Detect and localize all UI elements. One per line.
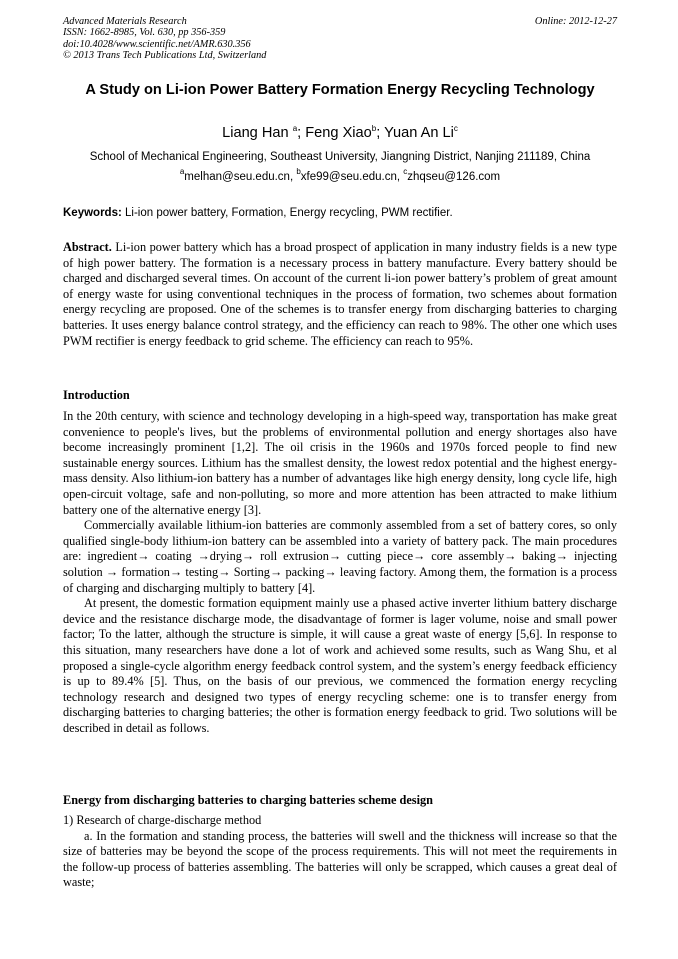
copyright: © 2013 Trans Tech Publications Ltd, Switzerland <box>63 50 267 62</box>
author-sup: c <box>453 124 458 133</box>
abstract-text: Li-ion power battery which has a broad prospect of application in many industry fields is a new type of high power battery. The formation is a necessary process in battery manufacture. Every battery should be charged and discharged several times. On account of the current li-ion power battery’s problem of great amount of energy waste for using conventional techniques in the process of formation, two schemes about formation energy recycling are proposed. One of the schemes is to transfer energy from discharging batteries to charging batteries. It uses energy balance control strategy, and the efficiency can reach to 98%. The other one which uses PWM rectifier is energy feedback to grid scheme. The efficiency can reach to 95%. <box>63 240 617 348</box>
email-address[interactable]: xfe99@seu.edu.cn <box>300 171 397 183</box>
author-name: Feng Xiao <box>305 125 372 141</box>
introduction-body <box>63 409 617 736</box>
issn: ISSN: 1662-8985, Vol. 630, pp 356-359 <box>63 27 226 39</box>
section-heading: Energy from discharging batteries to charging batteries scheme design <box>63 793 433 807</box>
email-address[interactable]: melhan@seu.edu.cn <box>184 171 290 183</box>
affiliation: School of Mechanical Engineering, Southeast University, Jiangning District, Nanjing 211189, China <box>89 151 591 163</box>
journal-header <box>63 16 617 62</box>
keywords <box>63 206 617 220</box>
email-address[interactable]: zhqseu@126.com <box>407 171 501 183</box>
keywords-text: Li-ion power battery, Formation, Energy recycling, PWM rectifier. <box>121 207 453 219</box>
keywords-label: Keywords: <box>63 207 122 219</box>
section-body <box>63 813 617 891</box>
paragraph: At present, the domestic formation equipment mainly use a phased active inverter lithium battery discharge device and the resistance discharge mode, the disadvantage of former is lager volume, noise and small power factor; To the latter, although the structure is simple, it will cause a great waste of energy [5,6]. In response to this situation, many researchers have done a lot of work and achieved some results, such as Wang Shu, et al proposed a single-cycle algorithm energy feedback control system, and the system’s energy feedback efficiency is up to 89.4% [5]. Thus, on the basis of our previous, we commenced the formation energy recycling technology research and designed two types of energy recycling scheme: one is to transfer energy from discharging batteries to charging batteries; the other is formation energy feedback to grid. Two solutions will be described in detail as follows. <box>63 596 617 735</box>
email-sup: b <box>296 167 301 176</box>
subheading: 1) Research of charge-discharge method <box>63 813 262 827</box>
journal-name: Advanced Materials Research <box>63 16 187 27</box>
email-sup: c <box>403 167 408 176</box>
email-sup: a <box>179 167 185 176</box>
author-name: Liang Han <box>222 125 293 141</box>
author-sup: a <box>292 124 298 133</box>
email-list: $^a$melhan@seu.edu.cn, $^b$xfe99@seu.edu.cn, $^c$zhqseu@126.com <box>179 167 501 183</box>
introduction-heading: Introduction <box>63 388 130 402</box>
abstract-label: Abstract. <box>63 240 112 254</box>
online-date: Online: 2012-12-27 <box>534 16 617 27</box>
abstract <box>63 240 617 349</box>
author-name: Yuan An Li <box>384 125 454 141</box>
paragraph: Commercially available lithium-ion batteries are commonly assembled from a set of battery cores, so only qualified single-body lithium-ion battery can be assembled into a variety of battery pack. The main procedures are: ingredient→ coating →drying→ roll extrusion→ cutting piece→ core assembly→ baking→ injecting solution → formation→ testing→ Sorting→ packing→ leaving factory. Among them, the formation is a process of charging and discharging multiply to battery [4]. <box>63 518 617 595</box>
paragraph: In the 20th century, with science and technology developing in a high-speed way, transportation has make great convenience to people's lives, but the problems of environmental pollution and energy shortages also have become increasingly prominent [1,2]. The oil crisis in the 1960s and 1970s forced people to find new sustainable energy sources. Lithium has the smallest density, the lowest redox potential and the highest energy-mass density. Also lithium-ion battery has a number of advantages like high energy density, long cycle life, high open-circuit voltage, safe and non-polluting, so more and more attention has been attracted to make lithium battery one of the alternative energy [3]. <box>63 409 617 517</box>
paragraph: a. In the formation and standing process, the batteries will swell and the thickness will increase so that the size of batteries may be beyond the scope of the process requirements. This will not meet the requirements in the follow-up process of batteries assembling. The batteries will only be scrapped, which causes a great deal of waste; <box>63 828 617 890</box>
doi: doi:10.4028/www.scientific.net/AMR.630.356 <box>63 38 251 50</box>
author-sup: b <box>371 124 377 133</box>
paper-title: A Study on Li-ion Power Battery Formation Energy Recycling Technology <box>85 82 595 98</box>
author-list: Liang Han $^a$; Feng Xiao$^b$; Yuan An Li$^c$ <box>222 124 458 141</box>
